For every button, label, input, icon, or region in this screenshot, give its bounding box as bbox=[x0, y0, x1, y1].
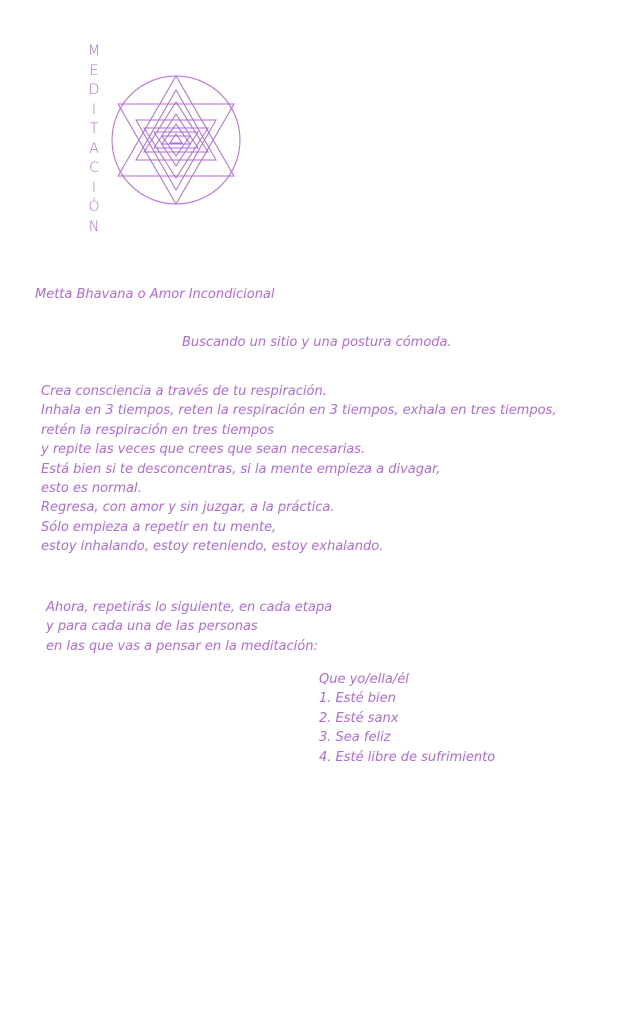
paragraph-line: Regresa, con amor y sin juzgar, a la práctica. bbox=[41, 500, 335, 516]
paragraph-line: Inhala en 3 tiempos, reten la respiración en 3 tiempos, exhala en tres tiempos, bbox=[41, 403, 557, 419]
paragraph-line: retén la respiración en tres tiempos bbox=[41, 422, 274, 438]
title-letter: E bbox=[89, 62, 99, 79]
wish-item: 3. Sea feliz bbox=[319, 730, 391, 746]
breathing-paragraph bbox=[41, 382, 556, 557]
meditation-subtitle: Metta Bhavana o Amor Incondicional bbox=[35, 287, 275, 302]
paragraph-line: Crea consciencia a través de tu respiración. bbox=[41, 384, 327, 399]
vertical-title bbox=[86, 42, 102, 237]
repeat-paragraph bbox=[46, 598, 332, 656]
paragraph-line: Sólo empieza a repetir en tu mente, bbox=[41, 519, 277, 535]
wish-item: 2. Esté sanx bbox=[319, 710, 399, 726]
title-letter: I bbox=[91, 179, 97, 196]
paragraph-line: esto es normal. bbox=[41, 480, 142, 496]
wish-item: 1. Esté bien bbox=[319, 691, 396, 707]
title-letter: D bbox=[88, 82, 100, 98]
title-letter: Ó bbox=[88, 199, 100, 215]
paragraph-line: y repite las veces que crees que sean necesarias. bbox=[41, 442, 366, 458]
wishes-intro: Que yo/ella/él bbox=[319, 672, 409, 687]
title-letter: C bbox=[89, 160, 99, 176]
title-letter: M bbox=[87, 43, 101, 59]
title-letter: N bbox=[88, 218, 100, 235]
wish-item: 4. Esté libre de sufrimiento bbox=[319, 749, 496, 765]
paragraph-line: Está bien si te desconcentras, si la mente empieza a divagar, bbox=[41, 461, 441, 477]
paragraph-line: en las que vas a pensar en la meditación: bbox=[46, 638, 318, 654]
title-letter: T bbox=[89, 121, 99, 137]
title-letter: I bbox=[91, 101, 97, 118]
paragraph-line: y para cada una de las personas bbox=[46, 619, 258, 635]
paragraph-line: Ahora, repetirás lo siguiente, en cada etapa bbox=[46, 600, 333, 615]
title-letter: A bbox=[89, 140, 99, 157]
sri-yantra-icon bbox=[108, 72, 244, 208]
wishes-list bbox=[319, 670, 495, 767]
posture-instruction: Buscando un sitio y una postura cómoda. bbox=[182, 335, 452, 350]
paragraph-line: estoy inhalando, estoy reteniendo, estoy exhalando. bbox=[41, 539, 384, 555]
